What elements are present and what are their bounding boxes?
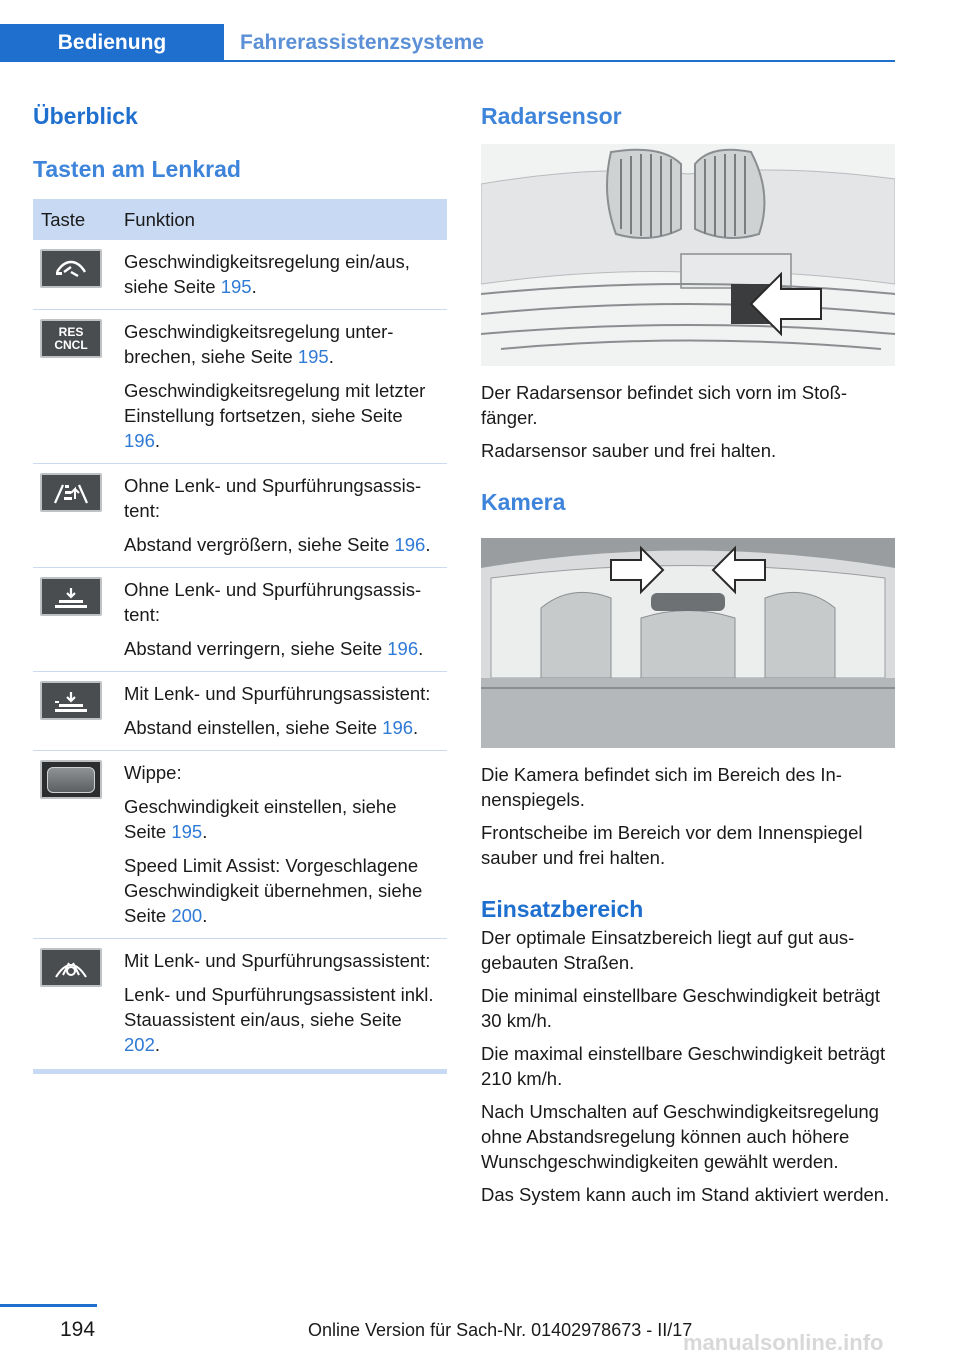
page-title: Überblick (33, 103, 138, 129)
res-label: RES (58, 324, 84, 339)
camera-text-2: Frontscheibe im Bereich vor dem Innenspiegel sauber und frei halten. (481, 822, 863, 868)
page-link[interactable]: 195 (297, 346, 329, 367)
section-title-tasten: Tasten am Lenkrad (33, 156, 241, 182)
page-link[interactable]: 202 (124, 1034, 155, 1055)
einsatzbereich-paragraph: Nach Umschalten auf Geschwindigkeitsregelung ohne Abstandsregelung können auch höhere Wunschgeschwindigkeiten gewählt werden. (481, 1101, 879, 1172)
function-text: Geschwindigkeitsregelung mit letzter Einstellung fortsetzen, siehe Seite 196. (124, 380, 426, 451)
tab-underline (0, 60, 895, 62)
page-link[interactable]: 196 (124, 430, 155, 451)
distance-set-icon (40, 681, 102, 720)
section-tabs (0, 24, 895, 62)
table-row (33, 939, 447, 1068)
rocker-switch-icon (40, 760, 102, 799)
tab-bedienung[interactable]: Bedienung (0, 24, 224, 62)
cncl-label: CNCL (54, 337, 88, 352)
table-row (33, 464, 447, 568)
camera-text-1: Die Kamera befindet sich im Bereich des Innenspiegels. (481, 764, 842, 810)
function-text: Geschwindigkeitsregelung ein/aus, siehe Seite 195. (124, 251, 410, 297)
radar-sensor-illustration (481, 144, 895, 366)
table-row (33, 310, 447, 464)
function-text: Abstand einstellen, siehe Seite 196. (124, 717, 419, 738)
online-version-note: Online Version für Sach-Nr. 01402978673 - II/17 (308, 1320, 693, 1340)
footer-line (0, 1304, 97, 1307)
button-table (33, 199, 447, 1067)
function-text: Abstand vergrößern, siehe Seite 196. (124, 534, 431, 555)
watermark: manualsonline.info (683, 1330, 884, 1355)
einsatzbereich-paragraph: Die minimal einstellbare Geschwindigkeit beträgt 30 km/h. (481, 985, 880, 1031)
function-text: Lenk- und Spurführungsassistent inkl. Stauassistent ein/aus, siehe Seite 202. (124, 984, 434, 1055)
cruise-control-icon (40, 249, 102, 288)
einsatzbereich-paragraph: Das System kann auch im Stand aktiviert werden. (481, 1184, 890, 1205)
radar-text-2: Radarsensor sauber und frei halten. (481, 440, 777, 461)
einsatzbereich-text (481, 925, 895, 1207)
page-link[interactable]: 196 (394, 534, 426, 555)
function-text: Mit Lenk- und Spurführungsassistent: (124, 683, 431, 704)
column-header-taste: Taste (33, 199, 116, 240)
table-end-bar (33, 1069, 447, 1074)
distance-decrease-icon (40, 577, 102, 616)
distance-increase-icon (40, 473, 102, 512)
column-header-funktion: Funktion (116, 199, 447, 240)
einsatzbereich-paragraph: Die maximal einstellbare Geschwindigkeit beträgt 210 km/h. (481, 1043, 886, 1089)
right-column (481, 95, 895, 1215)
section-title-einsatzbereich: Einsatzbereich (481, 896, 644, 922)
function-text: Geschwindigkeit einstellen, siehe Seite 195. (124, 796, 397, 842)
function-text: Wippe: (124, 762, 182, 783)
function-text: Mit Lenk- und Spurführungsassistent: (124, 950, 431, 971)
table-row (33, 568, 447, 672)
section-title-radarsensor: Radarsensor (481, 103, 622, 129)
page-link[interactable]: 196 (387, 638, 419, 659)
left-column (33, 95, 447, 1074)
page-link[interactable]: 195 (220, 276, 252, 297)
camera-illustration (481, 538, 895, 748)
section-title-kamera: Kamera (481, 489, 566, 515)
table-row (33, 751, 447, 939)
page-link[interactable]: 195 (171, 821, 203, 842)
page-number: 194 (60, 1318, 96, 1341)
radar-text-1: Der Radarsensor befindet sich vorn im Stoßfänger. (481, 382, 848, 428)
function-text: Ohne Lenk- und Spurführungsassistent: (124, 475, 422, 521)
function-text: Speed Limit Assist: Vorgeschlagene Geschwindigkeit übernehmen, siehe Seite 200. (124, 855, 423, 926)
page-link[interactable]: 196 (382, 717, 414, 738)
table-row (33, 240, 447, 310)
tab-fahrerassistenzsysteme[interactable]: Fahrerassistenzsysteme (240, 31, 484, 54)
function-text: Ohne Lenk- und Spurführungsassistent: (124, 579, 422, 625)
page-link[interactable]: 200 (171, 905, 203, 926)
steering-assist-icon (40, 948, 102, 987)
res-cncl-icon (40, 319, 102, 358)
table-row (33, 672, 447, 751)
function-text: Geschwindigkeitsregelung unterbrechen, siehe Seite 195. (124, 321, 394, 367)
einsatzbereich-paragraph: Der optimale Einsatzbereich liegt auf gut ausgebauten Straßen. (481, 927, 855, 973)
function-text: Abstand verringern, siehe Seite 196. (124, 638, 424, 659)
